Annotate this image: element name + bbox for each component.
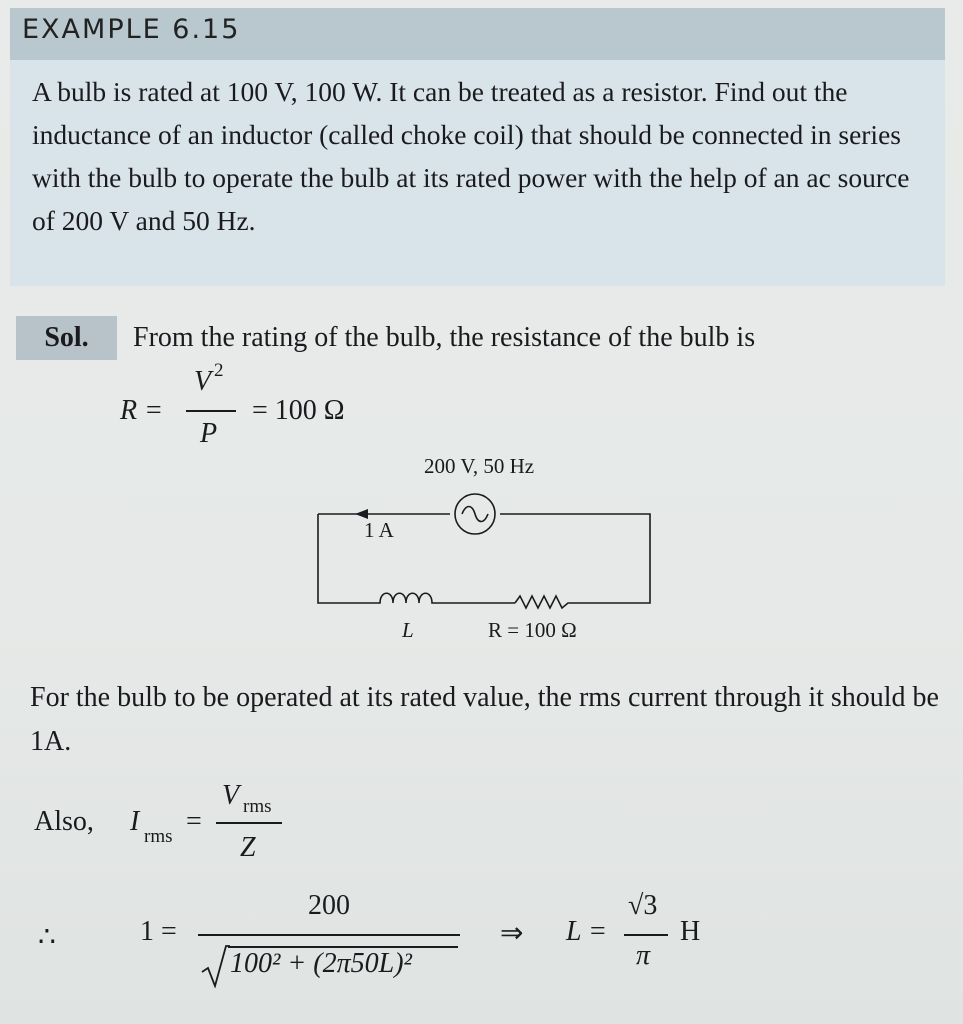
inductor-coil-icon	[370, 593, 515, 603]
solution-intro: From the rating of the bulb, the resistance of the bulb is	[133, 322, 756, 353]
example-title: EXAMPLE 6.15	[22, 14, 241, 45]
top-wire-right	[500, 514, 650, 603]
eq2-fraction-bar	[216, 822, 282, 824]
current-arrow-icon	[355, 509, 368, 519]
eq3-result-fraction-bar	[624, 934, 668, 936]
eq3-fraction-bar	[198, 934, 460, 936]
eq2-denominator: Z	[240, 832, 256, 863]
eq2-numerator: V	[222, 780, 240, 811]
therefore-symbol: ∴	[38, 922, 56, 953]
square-root-icon	[200, 944, 230, 988]
left-wire	[318, 514, 370, 603]
rms-current-paragraph: For the bulb to be operated at its rated value, the rms current through it should be 1A.	[30, 682, 939, 757]
eq3-result-lhs: L =	[566, 916, 607, 947]
eq3-numerator: 200	[308, 890, 350, 921]
problem-statement: A bulb is rated at 100 V, 100 W. It can be treated as a resistor. Find out the inductance of an inductor (called choke coil) that should be connected in series with the bulb to operate the bulb at its rated power with the help of an ac source of 200 V and 50 Hz.	[32, 76, 910, 236]
eq1-result: = 100 Ω	[252, 395, 345, 426]
eq3-result-unit: H	[680, 916, 701, 947]
eq3-result-numerator: √3	[628, 890, 658, 921]
current-label: 1 A	[364, 518, 394, 542]
eq1-lhs: R =	[120, 395, 163, 426]
eq1-denominator: P	[200, 418, 218, 449]
solution-label: Sol.	[16, 316, 117, 360]
eq1-fraction-bar	[186, 410, 236, 412]
eq2-lhs: I	[130, 806, 140, 837]
eq3-lhs: 1 =	[140, 916, 177, 947]
series-lr-circuit-diagram	[300, 470, 660, 640]
eq1-numerator-exponent: 2	[214, 360, 224, 381]
inductor-label: L	[402, 618, 414, 642]
eq2-equals: =	[186, 806, 202, 837]
source-label: 200 V, 50 Hz	[424, 454, 535, 478]
resistor-icon	[515, 596, 610, 608]
eq1-numerator: V	[194, 366, 212, 397]
resistor-label: R = 100 Ω	[488, 618, 577, 642]
eq3-denominator: 100² + (2π50L)²	[230, 948, 412, 979]
sine-wave-icon	[462, 507, 488, 522]
eq3-result-denominator: π	[636, 940, 651, 971]
implies-arrow: ⇒	[500, 918, 524, 949]
eq2-prefix: Also,	[34, 806, 94, 837]
eq2-numerator-subscript: rms	[243, 796, 272, 817]
eq2-lhs-subscript: rms	[144, 826, 173, 847]
